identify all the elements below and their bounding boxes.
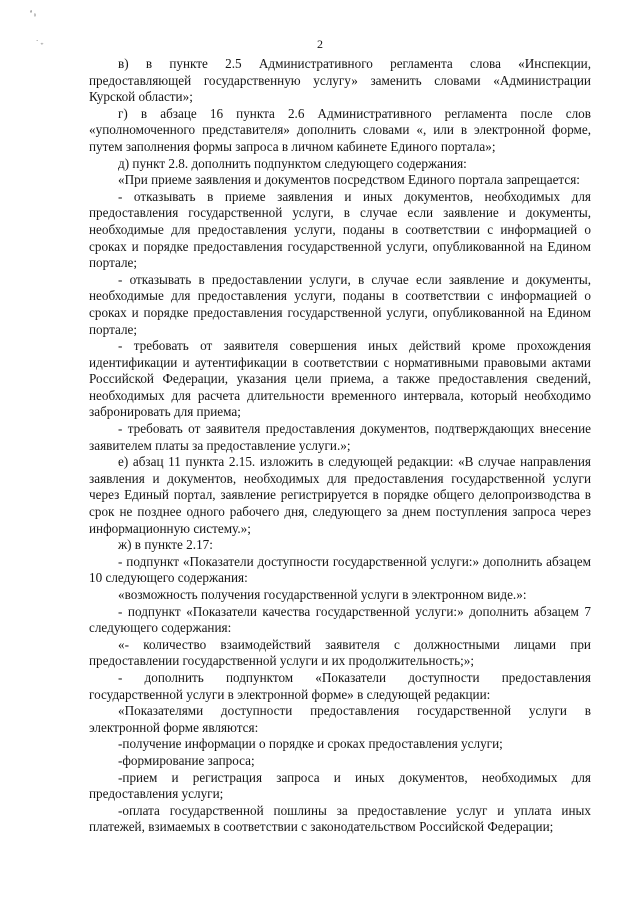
paragraph: е) абзац 11 пункта 2.15. изложить в следующей редакции: «В случае направления заявления и документов, необходимых для предоставления государственной услуги через Единый портал, заявление регистрируется в порядке общего делопроизводства в срок не позднее одного рабочего дня, следующего за днем поступления запроса через информационную систему.»; xyxy=(89,454,591,536)
paragraph: д) пункт 2.8. дополнить подпунктом следующего содержания: xyxy=(118,155,467,171)
list-item: -оплата государственной пошлины за предоставление услуг и уплата иных платежей, взимаемых в соответствии с законодательством Российской Федерации; xyxy=(89,802,591,835)
list-item: -формирование запроса; xyxy=(118,752,255,768)
paragraph: г) в абзаце 16 пункта 2.6 Административного регламента после слов «уполномоченного представителя» дополнить словами «, или в электронной форме, путем заполнения формы запроса в личном кабинете Единого портала»; xyxy=(89,105,591,154)
list-item: - отказывать в предоставлении услуги, в случае если заявление и документы, необходимые для предоставления услуги, поданы в соответствии с информацией о сроках и порядке предоставления государственной услуги, опубликованной на Едином портале; xyxy=(89,271,591,337)
list-item: - отказывать в приеме заявления и иных документов, необходимых для предоставления государственной услуги, в случае если заявление и документы, необходимые для предоставления услуги, поданы в соответствии с информацией о сроках и порядке предоставления государственной услуги, опубликованной на Едином портале; xyxy=(89,188,591,271)
list-item: - требовать от заявителя предоставления документов, подтверждающих внесение заявителем платы за предоставление услуги.»; xyxy=(89,421,591,453)
paragraph: «При приеме заявления и документов посредством Единого портала запрещается: xyxy=(118,172,580,188)
corner-scan-mark: ª ₀ xyxy=(30,9,37,17)
paragraph: «Показателями доступности предоставления государственной услуги в электронной форме являются: xyxy=(89,703,591,735)
list-item: - подпункт «Показатели доступности государственной услуги:» дополнить абзацем 10 следующего содержания: xyxy=(89,553,591,586)
page-number: 2 xyxy=(317,37,323,51)
document-body xyxy=(89,56,591,836)
paragraph: ж) в пункте 2.17: xyxy=(118,537,213,553)
list-item: - дополнить подпунктом «Показатели доступности предоставления государственной услуги в электронной форме» в следующей редакции: xyxy=(89,669,591,702)
paragraph: «возможность получения государственной услуги в электронном виде.»: xyxy=(118,587,527,602)
paragraph: «- количество взаимодействий заявителя с должностными лицами при предоставлении государственной услуги и их продолжительность;»; xyxy=(89,636,591,669)
list-item: -прием и регистрация запроса и иных документов, необходимых для предоставления услуги; xyxy=(89,769,591,802)
list-item: -получение информации о порядке и сроках предоставления услуги; xyxy=(118,736,503,752)
corner-scan-mark: ` ₊ xyxy=(36,39,44,47)
paragraph: в) в пункте 2.5 Административного регламента слова «Инспекции, предоставляющей государственную услугу» заменить словами «Администрации Курской области»; xyxy=(89,56,591,105)
list-item: - подпункт «Показатели качества государственной услуги:» дополнить абзацем 7 следующего содержания: xyxy=(89,603,591,636)
list-item: - требовать от заявителя совершения иных действий кроме прохождения идентификации и аутентификации в соответствии с нормативными правовыми актами Российской Федерации, указания цели приема, а также предоставления сведений, необходимых для расчета длительности временного интервала, который необходимо забронировать для приема; xyxy=(89,338,591,420)
